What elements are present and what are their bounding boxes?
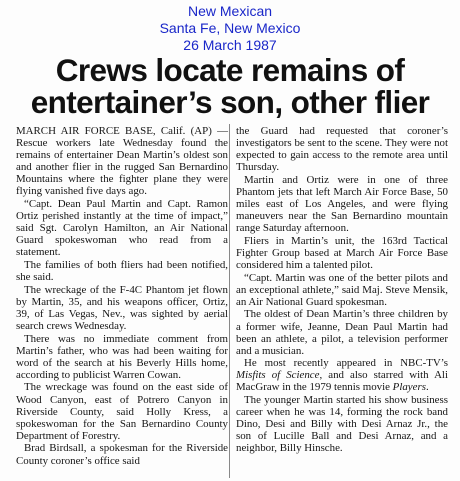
text-run: He most recently appeared in NBC-TV’s xyxy=(244,357,448,370)
paragraph: The oldest of Dean Martin’s three children by a former wife, Jeanne, Dean Paul Martin had been an athlete, a pilot, a television performer and a musician. xyxy=(236,308,448,357)
paragraph: The wreckage of the F-4C Phantom jet flown by Martin, 35, and his weapons officer, Ortiz, 39, of Las Vegas, Nev., was sighted by aerial search crews Wednesday. xyxy=(16,283,228,332)
movie-title: Players xyxy=(392,381,426,394)
paragraph: the Guard had requested that coroner’s investigators be sent to the scene. They were not expected to gain access to the remote area until Thursday. xyxy=(236,125,448,174)
paragraph xyxy=(236,357,448,393)
paragraph: Fliers in Martin’s unit, the 163rd Tactical Fighter Group based at March Air Force Base considered him a talented pilot. xyxy=(236,234,448,272)
newspaper-city: Santa Fe, New Mexico xyxy=(159,20,301,36)
article-column-right xyxy=(236,125,448,455)
column-divider xyxy=(229,124,230,478)
publication-date: 26 March 1987 xyxy=(183,37,277,53)
paragraph: Brad Birdsall, a spokesman for the Riverside County coroner’s office said xyxy=(16,442,228,467)
paragraph: The younger Martin started his show business career when he was 14, forming the rock band Dino, Desi and Billy with Desi Arnaz Jr., the son of Lucille Ball and Desi Arnaz, and a neighbor, Billy Hinsche. xyxy=(236,394,448,455)
paragraph: MARCH AIR FORCE BASE, Calif. (AP) — Rescue workers late Wednesday found the remains of entertainer Dean Martin’s oldest son and another flier in the rugged San Bernardino Mountains where the fighter plane they were flying vanished five days ago. xyxy=(16,125,228,198)
article-column-left xyxy=(16,125,228,467)
paragraph: Martin and Ortiz were in one of three Phantom jets that left March Air Force Base, 50 miles east of Los Angeles, and were flying maneuvers near the San Bernardino mountain range Saturday afternoon. xyxy=(236,173,448,235)
text-run: , and also starred with Ali MacGraw in the 1979 tennis movie xyxy=(236,369,448,394)
paragraph: “Capt. Dean Paul Martin and Capt. Ramon Ortiz perished instantly at the time of impact,” said Sgt. Carolyn Hamilton, an Air National Guard spokeswoman who read from a statement. xyxy=(16,198,228,259)
headline-line-2: entertainer’s son, other flier xyxy=(30,84,430,120)
headline-line-1: Crews locate remains of xyxy=(55,52,405,88)
newspaper-name: New Mexican xyxy=(187,3,273,19)
text-run: . xyxy=(425,381,429,394)
paragraph: “Capt. Martin was one of the better pilots and an exceptional athlete,” said Maj. Steve Mensik, an Air National Guard spokesman. xyxy=(236,271,448,308)
paragraph: There was no immediate comment from Martin’s father, who was had been waiting for word of the search at his Beverly Hills home, according to publicist Warren Cowan. xyxy=(16,332,228,381)
paragraph: The wreckage was found on the east side of Wood Canyon, east of Potrero Canyon in Riverside County, said Holly Kress, a spokeswoman for the San Bernardino County Department of Forestry. xyxy=(16,381,228,442)
paragraph: The families of both fliers had been notified, she said. xyxy=(16,259,228,284)
show-title: Misfits of Science xyxy=(236,369,320,382)
